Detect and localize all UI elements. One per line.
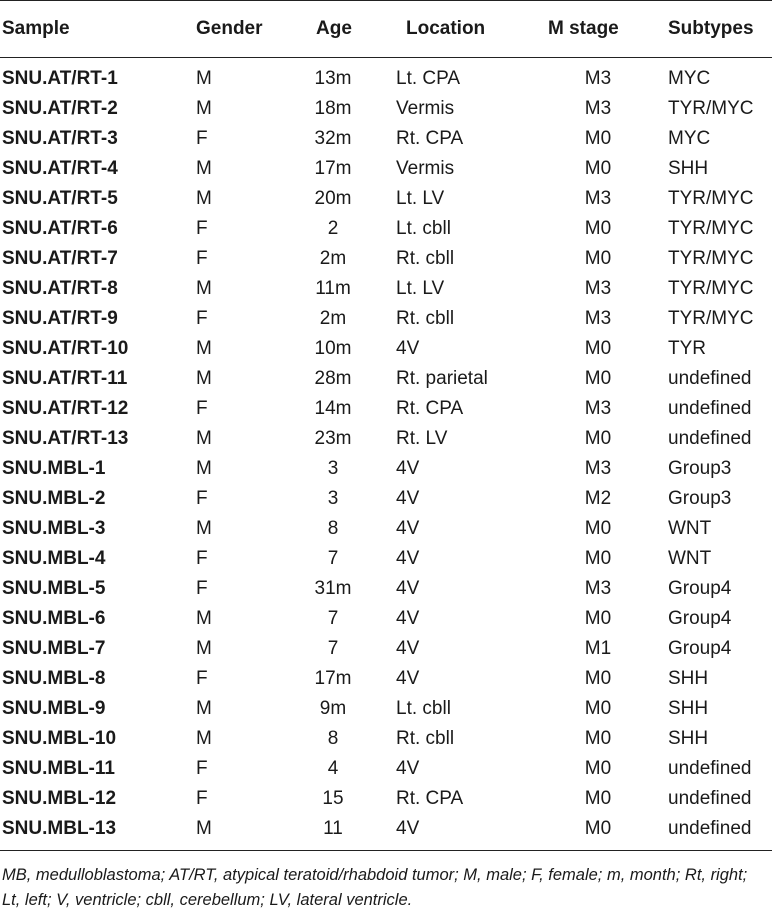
cell-age: 18m [314, 98, 352, 119]
cell-m-stage: M0 [584, 608, 612, 629]
table-row [0, 694, 772, 724]
cell-age: 8 [327, 728, 339, 749]
cell-age: 2m [319, 308, 347, 329]
cell-m-stage: M0 [584, 218, 612, 239]
table-row [0, 784, 772, 814]
cell-sample: SNU.AT/RT-4 [2, 158, 118, 179]
cell-subtypes: TYR [668, 338, 706, 359]
cell-gender: M [196, 338, 212, 359]
cell-sample: SNU.AT/RT-11 [2, 368, 128, 389]
cell-gender: F [196, 758, 208, 779]
cell-subtypes: Group4 [668, 638, 732, 659]
cell-gender: F [196, 578, 208, 599]
cell-sample: SNU.MBL-6 [2, 608, 106, 629]
table-row [0, 484, 772, 514]
cell-gender: M [196, 818, 212, 839]
cell-location: Lt. LV [396, 278, 445, 299]
cell-age: 7 [327, 638, 339, 659]
cell-age: 11 [323, 818, 343, 839]
cell-gender: F [196, 548, 208, 569]
table-row [0, 244, 772, 274]
cell-gender: F [196, 488, 208, 509]
table-row [0, 544, 772, 574]
cell-subtypes: undefined [668, 398, 752, 419]
cell-m-stage: M0 [584, 818, 612, 839]
cell-m-stage: M3 [584, 98, 612, 119]
cell-sample: SNU.MBL-1 [2, 458, 106, 479]
cell-age: 17m [314, 668, 352, 689]
cell-m-stage: M0 [584, 698, 612, 719]
cell-subtypes: Group3 [668, 488, 732, 509]
table-row [0, 214, 772, 244]
cell-m-stage: M3 [584, 278, 612, 299]
cell-subtypes: undefined [668, 818, 752, 839]
cell-m-stage: M0 [584, 128, 612, 149]
cell-gender: M [196, 68, 212, 89]
cell-subtypes: MYC [668, 128, 711, 149]
table-row [0, 754, 772, 784]
cell-age: 11m [315, 278, 351, 299]
cell-location: Vermis [396, 158, 455, 179]
cell-sample: SNU.MBL-12 [2, 788, 117, 809]
cell-m-stage: M0 [584, 758, 612, 779]
cell-m-stage: M3 [584, 68, 612, 89]
cell-m-stage: M0 [584, 368, 612, 389]
cell-age: 28m [314, 368, 352, 389]
cell-gender: M [196, 518, 212, 539]
cell-m-stage: M3 [584, 188, 612, 209]
cell-location: 4V [396, 458, 420, 479]
cell-m-stage: M0 [584, 338, 612, 359]
cell-location: Lt. LV [396, 188, 445, 209]
cell-sample: SNU.AT/RT-7 [2, 248, 118, 269]
table-row [0, 184, 772, 214]
table-row [0, 664, 772, 694]
header-subtypes: Subtypes [668, 18, 754, 39]
header-location: Location [406, 18, 486, 39]
cell-location: Rt. parietal [396, 368, 488, 389]
cell-age: 8 [327, 518, 339, 539]
table-row [0, 604, 772, 634]
cell-gender: M [196, 428, 212, 449]
cell-location: 4V [396, 638, 420, 659]
cell-sample: SNU.MBL-2 [2, 488, 106, 509]
table-row [0, 154, 772, 184]
cell-subtypes: Group3 [668, 458, 732, 479]
cell-location: 4V [396, 548, 420, 569]
cell-age: 20m [314, 188, 352, 209]
cell-m-stage: M0 [584, 518, 612, 539]
cell-subtypes: TYR/MYC [668, 308, 754, 329]
cell-location: Rt. CPA [396, 398, 464, 419]
cell-sample: SNU.AT/RT-1 [2, 68, 118, 89]
cell-age: 7 [327, 548, 339, 569]
table-row [0, 124, 772, 154]
cell-location: Rt. cbll [396, 728, 455, 749]
cell-subtypes: SHH [668, 158, 709, 179]
cell-location: Rt. CPA [396, 788, 464, 809]
cell-subtypes: TYR/MYC [668, 98, 754, 119]
cell-gender: M [196, 188, 212, 209]
cell-age: 10m [314, 338, 352, 359]
table-row [0, 64, 772, 94]
cell-m-stage: M0 [584, 158, 612, 179]
cell-sample: SNU.AT/RT-5 [2, 188, 118, 209]
table-row [0, 724, 772, 754]
cell-m-stage: M0 [584, 548, 612, 569]
cell-subtypes: SHH [668, 698, 709, 719]
cell-m-stage: M0 [584, 668, 612, 689]
cell-location: 4V [396, 818, 420, 839]
cell-gender: M [196, 728, 212, 749]
cell-age: 31m [314, 578, 352, 599]
cell-age: 17m [314, 158, 352, 179]
cell-gender: M [196, 698, 212, 719]
cell-sample: SNU.MBL-13 [2, 818, 117, 839]
cell-age: 3 [327, 488, 339, 509]
header-age: Age [316, 18, 352, 39]
cell-location: Lt. cbll [396, 218, 451, 239]
header-gender: Gender [196, 18, 263, 39]
cell-age: 2m [319, 248, 347, 269]
cell-sample: SNU.MBL-11 [2, 758, 115, 779]
cell-location: Lt. CPA [396, 68, 461, 89]
cell-subtypes: TYR/MYC [668, 278, 754, 299]
cell-sample: SNU.AT/RT-10 [2, 338, 129, 359]
table-body [0, 58, 772, 850]
cell-subtypes: WNT [668, 548, 712, 569]
cell-m-stage: M0 [584, 788, 612, 809]
cell-sample: SNU.MBL-5 [2, 578, 106, 599]
cell-gender: F [196, 128, 208, 149]
cell-age: 14m [314, 398, 352, 419]
cell-subtypes: undefined [668, 758, 752, 779]
cell-m-stage: M3 [584, 458, 612, 479]
table-row [0, 424, 772, 454]
cell-m-stage: M2 [584, 488, 612, 509]
cell-age: 15 [322, 788, 344, 809]
cell-gender: M [196, 368, 212, 389]
cell-subtypes: Group4 [668, 608, 732, 629]
table-row [0, 334, 772, 364]
cell-subtypes: Group4 [668, 578, 732, 599]
cell-gender: M [196, 158, 212, 179]
table-row [0, 574, 772, 604]
cell-subtypes: undefined [668, 368, 752, 389]
cell-gender: M [196, 458, 212, 479]
cell-age: 32m [314, 128, 352, 149]
cell-gender: F [196, 308, 208, 329]
cell-age: 13m [314, 68, 352, 89]
cell-m-stage: M0 [584, 248, 612, 269]
cell-sample: SNU.AT/RT-8 [2, 278, 118, 299]
cell-subtypes: TYR/MYC [668, 188, 754, 209]
cell-m-stage: M3 [584, 398, 612, 419]
cell-location: 4V [396, 518, 420, 539]
cell-sample: SNU.MBL-10 [2, 728, 117, 749]
cell-location: Rt. LV [396, 428, 448, 449]
cell-m-stage: M0 [584, 728, 612, 749]
table-row [0, 364, 772, 394]
table-row [0, 94, 772, 124]
cell-subtypes: TYR/MYC [668, 248, 754, 269]
cell-sample: SNU.AT/RT-13 [2, 428, 129, 449]
cell-gender: M [196, 638, 212, 659]
cell-age: 2 [327, 218, 339, 239]
cell-age: 23m [314, 428, 352, 449]
cell-age: 4 [327, 758, 339, 779]
cell-sample: SNU.AT/RT-2 [2, 98, 118, 119]
table-row [0, 454, 772, 484]
cell-location: Rt. cbll [396, 308, 455, 329]
table-footnote: MB, medulloblastoma; AT/RT, atypical teratoid/rhabdoid tumor; M, male; F, female; m, month; Rt, right; Lt, left; V, ventricle; cbll, cerebellum; LV, lateral ventricle. [2, 866, 748, 909]
table-row [0, 274, 772, 304]
cell-sample: SNU.AT/RT-3 [2, 128, 118, 149]
cell-location: 4V [396, 608, 420, 629]
table-row [0, 304, 772, 334]
cell-age: 3 [327, 458, 339, 479]
cell-gender: M [196, 98, 212, 119]
cell-age: 7 [327, 608, 339, 629]
table-header-row [0, 1, 772, 57]
table-row [0, 394, 772, 424]
cell-location: Rt. CPA [396, 128, 464, 149]
table-row [0, 814, 772, 844]
cell-subtypes: undefined [668, 428, 752, 449]
cell-location: 4V [396, 668, 420, 689]
table-row [0, 634, 772, 664]
header-m-stage: M stage [548, 18, 619, 39]
cell-gender: F [196, 398, 208, 419]
header-sample: Sample [2, 18, 70, 39]
cell-sample: SNU.AT/RT-9 [2, 308, 118, 329]
cell-gender: F [196, 218, 208, 239]
cell-subtypes: undefined [668, 788, 752, 809]
cell-gender: M [196, 608, 212, 629]
cell-sample: SNU.MBL-8 [2, 668, 106, 689]
cell-m-stage: M3 [584, 308, 612, 329]
cell-location: 4V [396, 338, 420, 359]
cell-location: 4V [396, 758, 420, 779]
cell-location: Rt. cbll [396, 248, 455, 269]
cell-gender: F [196, 668, 208, 689]
cell-sample: SNU.MBL-7 [2, 638, 106, 659]
cell-sample: SNU.MBL-3 [2, 518, 106, 539]
cell-gender: M [196, 278, 212, 299]
cell-subtypes: SHH [668, 668, 709, 689]
cell-sample: SNU.MBL-9 [2, 698, 106, 719]
cell-m-stage: M1 [584, 638, 612, 659]
cell-subtypes: SHH [668, 728, 709, 749]
cell-subtypes: MYC [668, 68, 711, 89]
cell-subtypes: TYR/MYC [668, 218, 754, 239]
cell-age: 9m [319, 698, 347, 719]
cell-sample: SNU.AT/RT-6 [2, 218, 118, 239]
cell-subtypes: WNT [668, 518, 712, 539]
cell-sample: SNU.MBL-4 [2, 548, 106, 569]
cell-location: 4V [396, 488, 420, 509]
cell-m-stage: M3 [584, 578, 612, 599]
cell-sample: SNU.AT/RT-12 [2, 398, 129, 419]
table-row [0, 514, 772, 544]
cell-gender: F [196, 788, 208, 809]
cell-m-stage: M0 [584, 428, 612, 449]
cell-location: 4V [396, 578, 420, 599]
cell-location: Lt. cbll [396, 698, 451, 719]
cell-location: Vermis [396, 98, 455, 119]
cell-gender: F [196, 248, 208, 269]
